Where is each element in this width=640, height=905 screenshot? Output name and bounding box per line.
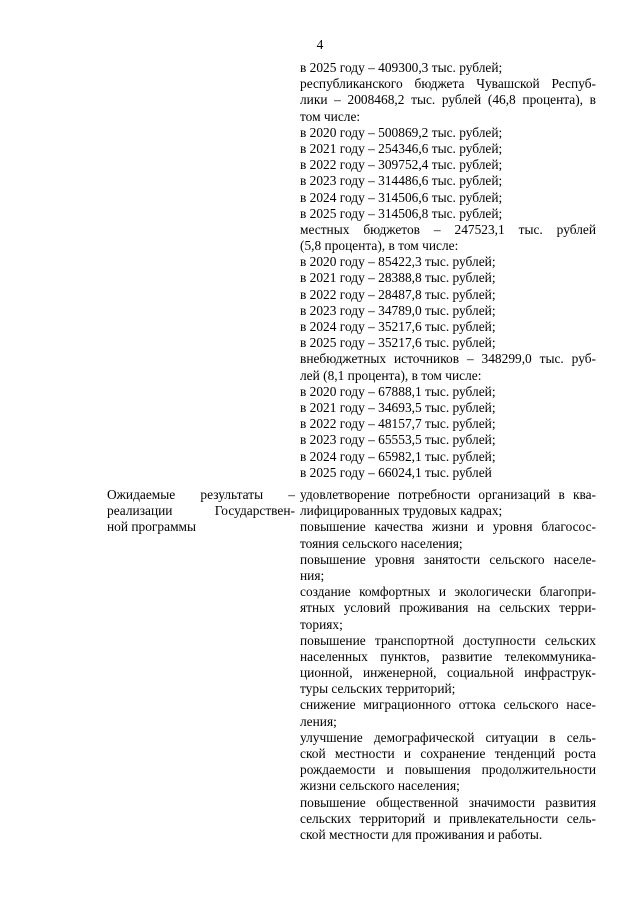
text-line: повышение качества жизни и уровня благосос- bbox=[300, 519, 596, 535]
text-line: ятных условий проживания на сельских терри- bbox=[300, 600, 596, 616]
text-line: улучшение демографической ситуации в сель- bbox=[300, 729, 596, 745]
text-line: в 2024 году – 65982,1 тыс. рублей; bbox=[300, 448, 496, 464]
text-line: в 2020 году – 67888,1 тыс. рублей; bbox=[300, 383, 496, 399]
text-line: в 2021 году – 34693,5 тыс. рублей; bbox=[300, 399, 496, 415]
text-line: в 2025 году – 409300,3 тыс. рублей; bbox=[300, 60, 503, 75]
text-line: повышение транспортной доступности сельских bbox=[300, 632, 596, 648]
text-line: реализации Государствен- bbox=[107, 503, 295, 519]
text-line: повышение общественной значимости развития bbox=[300, 794, 596, 810]
text-line: лики – 2008468,2 тыс. рублей (46,8 процента), в bbox=[300, 92, 596, 108]
text-line: туры сельских территорий; bbox=[300, 681, 456, 697]
text-line: ской местности для проживания и работы. bbox=[300, 826, 543, 842]
text-line: населенных пунктов, развитие телекоммуника- bbox=[300, 648, 596, 664]
text-line: ториях; bbox=[300, 616, 343, 632]
text-line: ционной, инженерной, социальной инфраструк- bbox=[300, 665, 596, 681]
text-line: в 2025 году – 35217,6 тыс. рублей; bbox=[300, 335, 496, 351]
text-line: (5,8 процента), в том числе: bbox=[300, 238, 459, 254]
text-line: в 2022 году – 28487,8 тыс. рублей; bbox=[300, 286, 496, 302]
text-line: в 2024 году – 35217,6 тыс. рублей; bbox=[300, 319, 496, 334]
expected-results-text bbox=[300, 487, 596, 843]
expected-results-label bbox=[107, 487, 295, 536]
text-line: республиканского бюджета Чувашской Респуб- bbox=[300, 76, 596, 92]
text-line: удовлетворение потребности организаций в ква- bbox=[300, 487, 596, 502]
text-line: Ожидаемые результаты – bbox=[107, 487, 295, 502]
text-line: в 2020 году – 500869,2 тыс. рублей; bbox=[300, 124, 503, 140]
text-line: в 2021 году – 254346,6 тыс. рублей; bbox=[300, 140, 503, 156]
text-line: в 2023 году – 34789,0 тыс. рублей; bbox=[300, 302, 496, 318]
text-line: в 2020 году – 85422,3 тыс. рублей; bbox=[300, 254, 496, 270]
page-number: 4 bbox=[316, 37, 324, 52]
text-line: в 2022 году – 48157,7 тыс. рублей; bbox=[300, 416, 496, 432]
text-line: в 2025 году – 314506,8 тыс. рублей; bbox=[300, 205, 503, 221]
text-line: в 2023 году – 314486,6 тыс. рублей; bbox=[300, 173, 503, 189]
text-line: снижение миграционного оттока сельского насе- bbox=[300, 697, 596, 713]
text-line: в 2022 году – 309752,4 тыс. рублей; bbox=[300, 157, 503, 173]
text-line: том числе: bbox=[300, 108, 361, 124]
text-line: создание комфортных и экологически благопри- bbox=[300, 584, 596, 600]
text-line: в 2021 году – 28388,8 тыс. рублей; bbox=[300, 270, 496, 286]
funding-sources-text bbox=[300, 60, 596, 481]
text-line: ления; bbox=[300, 713, 337, 729]
text-line: тояния сельского населения; bbox=[300, 535, 463, 551]
text-line: внебюджетных источников – 348299,0 тыс. руб- bbox=[300, 351, 596, 367]
text-line: жизни сельского населения; bbox=[300, 778, 460, 794]
text-line: сельских территорий и привлекательности сель- bbox=[300, 810, 596, 826]
text-line: лей (8,1 процента), в том числе: bbox=[300, 367, 482, 383]
text-line: ской местности и сохранение тенденций роста bbox=[300, 746, 596, 761]
text-line: рождаемости и повышения продолжительности bbox=[300, 762, 596, 778]
text-line: лифицированных трудовых кадрах; bbox=[300, 503, 503, 519]
text-line: в 2023 году – 65553,5 тыс. рублей; bbox=[300, 432, 496, 448]
text-line: в 2024 году – 314506,6 тыс. рублей; bbox=[300, 189, 503, 205]
text-line: ной программы bbox=[107, 519, 197, 535]
text-line: в 2025 году – 66024,1 тыс. рублей bbox=[300, 464, 492, 480]
text-line: местных бюджетов – 247523,1 тыс. рублей bbox=[300, 221, 596, 237]
text-line: повышение уровня занятости сельского населе- bbox=[300, 551, 596, 567]
text-line: ния; bbox=[300, 567, 325, 583]
